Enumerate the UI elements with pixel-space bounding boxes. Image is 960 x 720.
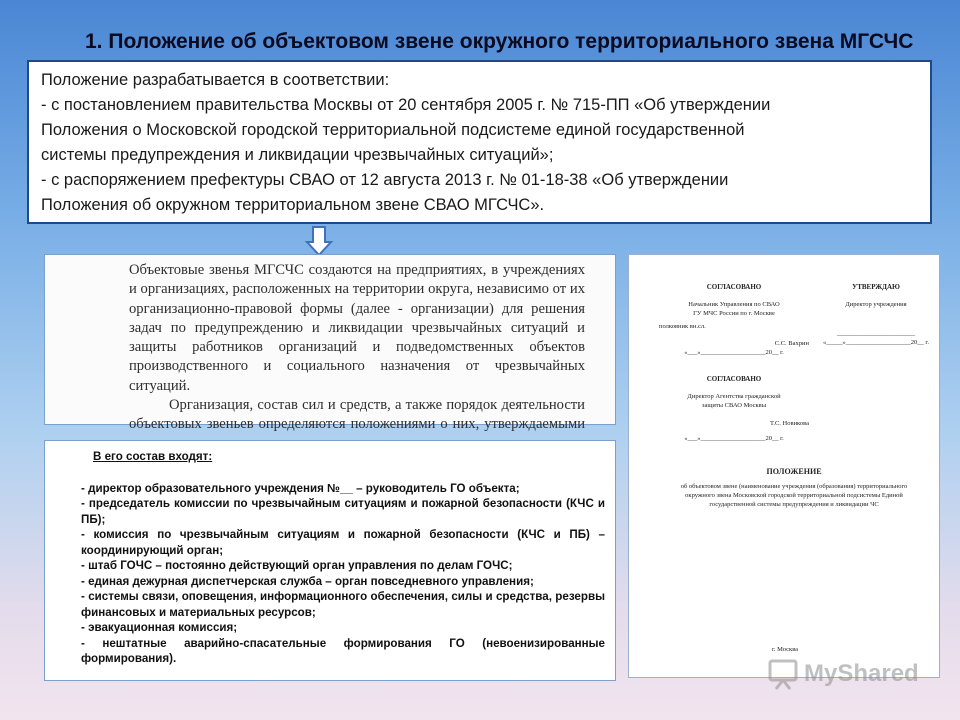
list-item: - системы связи, оповещения, информационного обеспечения, силы и средства, резервы финансовых и материальных ресурсов; — [81, 590, 605, 619]
document-title-block — [669, 467, 919, 509]
list-item: - нештатные аварийно-спасательные формирования ГО (невоенизированные формирования). — [81, 636, 605, 665]
list-item: - председатель комиссии по чрезвычайным ситуациям и пожарной безопасности (КЧС и ПБ); — [81, 497, 605, 526]
agreed-line: полковник вн.сл. — [659, 323, 706, 330]
list-item: - комиссия по чрезвычайным ситуациям и пожарной безопасности (КЧС и ПБ) – координирующий орган; — [81, 528, 605, 557]
list-item: - штаб ГОЧС – постоянно действующий орган управления по делам ГОЧС; — [81, 559, 513, 572]
agreed-heading: СОГЛАСОВАНО — [706, 375, 762, 383]
document-subtitle: об объектовом звене (наименование учреждения (образования) территориального окружного звена Московской городской территориальной подсистемы Единой государственной системы предупреждения и ликвидации ЧС — [680, 483, 908, 508]
intro-line: Положение разрабатывается в соответствии: — [41, 71, 390, 89]
down-arrow-icon — [305, 226, 333, 256]
intro-line: Положения об окружном территориальном звене СВАО МГСЧС». — [41, 196, 545, 214]
intro-box — [27, 60, 932, 224]
agreed-heading: СОГЛАСОВАНО — [706, 283, 762, 291]
approve-block — [821, 283, 931, 347]
composition-panel — [44, 440, 616, 681]
intro-line: - с постановлением правительства Москвы от 20 сентября 2005 г. № 715-ПП «Об утверждении — [41, 96, 771, 114]
slide-title: 1. Положение об объектовом звене окружного территориального звена МГСЧС — [85, 30, 914, 53]
document-preview — [628, 254, 940, 678]
composition-list — [81, 481, 605, 667]
agreed-signer: Т.С. Новикова — [770, 420, 809, 427]
agreed-date: «___»____________________20__ г. — [684, 349, 784, 356]
agreed-date: «___»____________________20__ г. — [684, 435, 784, 442]
list-item: - эвакуационная комиссия; — [81, 621, 238, 634]
scanned-text-panel — [44, 254, 616, 433]
approve-line: ________________________ — [837, 330, 915, 337]
approve-heading: УТВЕРЖДАЮ — [852, 283, 900, 291]
document-city: г. Москва — [771, 646, 799, 653]
intro-line: Положения о Московской городской территориальной подсистеме единой государственной — [41, 121, 745, 139]
list-item: - единая дежурная диспетчерская служба – орган повседневного управления; — [81, 574, 534, 588]
agreed-line: защиты СВАО Москвы — [701, 402, 767, 409]
approve-line: Директор учреждения — [845, 301, 907, 308]
scan-paragraph: Организация, состав сил и средств, а также порядок деятельности объектовых звеньев определяются положениями о них, утверждаемыми — [129, 397, 585, 433]
agreed-signer: С.С. Вахрин — [774, 340, 809, 347]
watermark-text: MyShared — [804, 660, 919, 687]
scan-paragraph: Объектовые звенья МГСЧС создаются на предприятиях, в учреждениях и организациях, расположенных на территории округа, независимо от их организационно-правовой формы (далее - организации) для решения задач по предупреждению и ликвидации чрезвычайных ситуаций и защиты работников организаций и подведомственных объектов производственного и социального назначения от чрезвычайных ситуаций. — [129, 262, 585, 394]
document-title: ПОЛОЖЕНИЕ — [766, 467, 822, 476]
list-item: - директор образовательного учреждения №__ – руководитель ГО объекта; — [81, 481, 520, 495]
agreed-line: ГУ МЧС России по г. Москве — [693, 310, 775, 317]
agreed-line: Начальник Управления по СВАО — [688, 301, 780, 308]
intro-line: - с распоряжением префектуры СВАО от 12 августа 2013 г. № 01-18-38 «Об утверждении — [41, 171, 729, 189]
intro-line: системы предупреждения и ликвидации чрезвычайных ситуаций»; — [41, 146, 554, 164]
agreed-block-1 — [659, 283, 809, 443]
watermark — [766, 656, 919, 692]
presentation-board-icon — [766, 657, 800, 691]
approve-date: «_____»____________________20__ г. — [823, 339, 929, 346]
agreed-line: Директор Агентства гражданской — [687, 393, 781, 400]
composition-heading: В его состав входят: — [93, 450, 213, 463]
